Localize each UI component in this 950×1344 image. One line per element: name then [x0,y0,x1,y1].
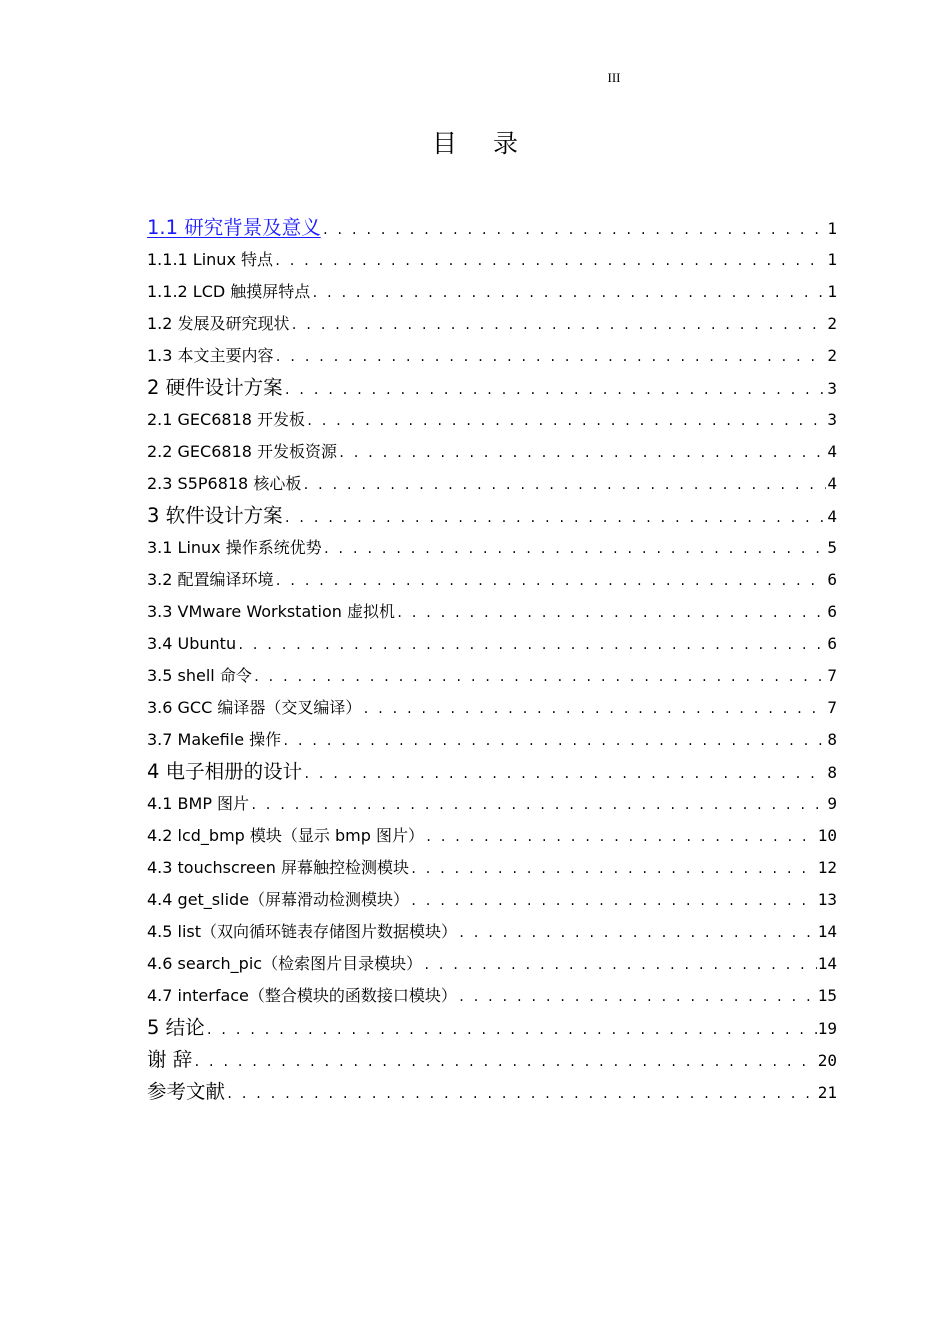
toc-page-number: 4 [827,474,837,493]
toc-entry-label: 4.3 touchscreen 屏幕触控检测模块 [147,858,409,877]
toc-dot-leader [458,916,817,948]
toc-dot-leader [423,948,817,980]
toc-entry-label: 2.2 GEC6818 开发板资源 [147,442,338,461]
toc-entry[interactable] [147,980,837,1012]
toc-dot-leader [226,1076,817,1108]
toc-entry-label: 谢 辞 [147,1048,193,1071]
toc-page-number: 9 [827,794,837,813]
toc-page-number: 4 [827,507,837,526]
toc-dot-leader [338,436,826,468]
toc-entry-label: 4.4 get_slide（屏幕滑动检测模块） [147,890,410,909]
toc-entry[interactable] [147,1044,837,1076]
toc-entry[interactable] [147,340,837,372]
toc-page-number: 7 [827,698,837,717]
toc-page-number: 13 [817,890,837,909]
toc-entry-link[interactable]: 1.1 研究背景及意义 [147,216,321,239]
toc-entry[interactable] [147,820,837,852]
toc-entry[interactable] [147,692,837,724]
toc-page-number: 1 [827,250,837,269]
toc-entry[interactable] [147,564,837,596]
toc-entry[interactable] [147,212,837,244]
toc-page-number: 6 [827,634,837,653]
toc-dot-leader [306,404,826,436]
toc-dot-leader [275,564,827,596]
toc-entry[interactable] [147,788,837,820]
toc-dot-leader [458,980,817,1012]
toc-page-number: 6 [827,570,837,589]
toc-entry[interactable] [147,756,837,788]
toc-page-number: 10 [817,826,837,845]
toc-entry-label: 2.1 GEC6818 开发板 [147,410,306,429]
toc-page-number: 3 [827,379,837,398]
page-number: III [607,70,621,85]
toc-entry-label: 3.1 Linux 操作系统优势 [147,538,322,557]
toc-dot-leader [302,468,826,500]
toc-dot-leader [206,1012,817,1044]
toc-entry[interactable] [147,436,837,468]
toc-entry-label: 4.7 interface（整合模块的函数接口模块） [147,986,457,1005]
toc-entry-label: 3.2 配置编译环境 [147,570,274,589]
toc-entry-label: 3.6 GCC 编译器（交叉编译） [147,698,362,717]
toc-entry-label: 3.4 Ubuntu [147,634,237,653]
toc-page-number: 15 [817,986,837,1005]
toc-entry[interactable] [147,724,837,756]
toc-dot-leader [284,372,827,404]
toc-entry-label: 3.7 Makefile 操作 [147,730,282,749]
toc-entry-label: 2.3 S5P6818 核心板 [147,474,302,493]
toc-title: 目录 [431,129,554,158]
toc-dot-leader [282,724,826,756]
toc-entry[interactable] [147,948,837,980]
toc-page-number: 7 [827,666,837,685]
toc-dot-leader [193,1044,817,1076]
toc-page-number: 8 [827,763,837,782]
toc-entry[interactable] [147,244,837,276]
toc-entry-label: 4.1 BMP 图片 [147,794,250,813]
toc-page-number: 20 [817,1051,837,1070]
toc-entry[interactable] [147,1076,837,1108]
toc-page-number: 8 [827,730,837,749]
toc-page-number: 14 [817,954,837,973]
toc-entry-label: 4.2 lcd_bmp 模块（显示 bmp 图片） [147,826,424,845]
toc-entry-label: 1.3 本文主要内容 [147,346,274,365]
toc-entry-label: 1.1.2 LCD 触摸屏特点 [147,282,311,301]
toc-entry[interactable] [147,500,837,532]
toc-entry-label: 4.6 search_pic（检索图片目录模块） [147,954,423,973]
toc-entry[interactable] [147,532,837,564]
toc-entry-label: 4.5 list（双向循环链表存储图片数据模块） [147,922,458,941]
toc-page-number: 4 [827,442,837,461]
toc-dot-leader [291,308,827,340]
toc-dot-leader [323,532,827,564]
toc-entry-label: 1.1.1 Linux 特点 [147,250,273,269]
toc-dot-leader [250,788,826,820]
toc-page-number: 19 [817,1019,837,1038]
toc-entry[interactable] [147,276,837,308]
toc-entry[interactable] [147,852,837,884]
toc-entry-label: 3 软件设计方案 [147,504,283,527]
toc-page-number: 14 [817,922,837,941]
toc-page-number: 1 [827,219,837,238]
toc-dot-leader [237,628,826,660]
toc-page-number: 1 [827,282,837,301]
toc-entry-label: 1.2 发展及研究现状 [147,314,290,333]
toc-list [147,212,837,1108]
toc-dot-leader [284,500,827,532]
toc-entry[interactable] [147,372,837,404]
toc-entry[interactable] [147,660,837,692]
toc-dot-leader [311,276,826,308]
toc-entry-label: 4 电子相册的设计 [147,760,303,783]
toc-entry[interactable] [147,308,837,340]
toc-dot-leader [274,244,826,276]
toc-entry[interactable] [147,916,837,948]
toc-page-number: 2 [827,314,837,333]
toc-page-number: 21 [817,1083,837,1102]
toc-dot-leader [303,756,826,788]
toc-page-number: 5 [827,538,837,557]
toc-dot-leader [253,660,827,692]
toc-entry-label: 2 硬件设计方案 [147,376,283,399]
toc-entry-label: 参考文献 [147,1080,226,1103]
toc-entry[interactable] [147,884,837,916]
toc-dot-leader [322,212,827,244]
toc-dot-leader [275,340,827,372]
toc-entry-label: 3.3 VMware Workstation 虚拟机 [147,602,395,621]
toc-entry[interactable] [147,404,837,436]
toc-page-number: 2 [827,346,837,365]
toc-dot-leader [396,596,826,628]
toc-entry[interactable] [147,596,837,628]
toc-page-number: 6 [827,602,837,621]
toc-entry-label: 3.5 shell 命令 [147,666,252,685]
toc-entry-label: 5 结论 [147,1016,205,1039]
toc-dot-leader [410,852,817,884]
toc-page-number: 12 [817,858,837,877]
toc-entry[interactable] [147,628,837,660]
toc-entry[interactable] [147,1012,837,1044]
toc-dot-leader [410,884,817,916]
toc-page-number: 3 [827,410,837,429]
toc-dot-leader [362,692,826,724]
toc-entry[interactable] [147,468,837,500]
toc-dot-leader [425,820,817,852]
